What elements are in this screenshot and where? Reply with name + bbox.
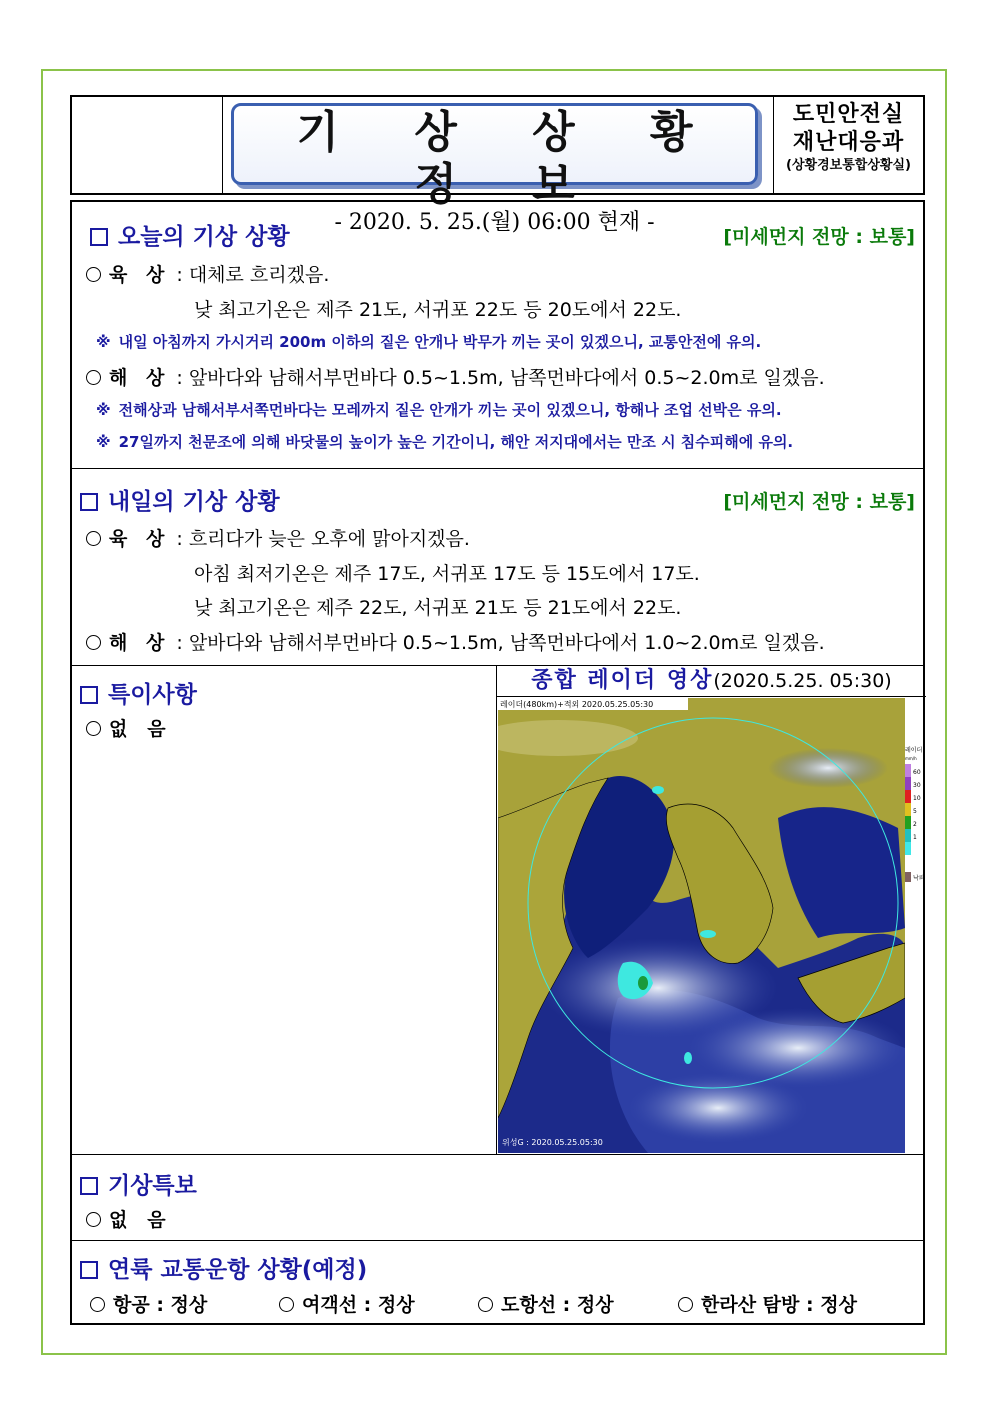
traffic-title: 연륙 교통운항 상황(예정): [80, 1251, 367, 1284]
special-title: 특이사항: [80, 676, 197, 709]
special-section: [72, 665, 923, 1154]
special-value: 없 음: [86, 714, 166, 741]
tomorrow-title: 내일의 기상 상황: [80, 483, 280, 516]
svg-text:mm/h: mm/h: [905, 756, 917, 761]
traffic-hallasan: 한라산 탐방 : 정상: [678, 1290, 857, 1317]
header: [70, 95, 925, 235]
today-title: 오늘의 기상 상황: [90, 218, 290, 251]
checkbox-icon: [80, 686, 98, 704]
circle-bullet-icon: [86, 721, 101, 736]
svg-text:레이더: 레이더: [905, 747, 923, 754]
circle-bullet-icon: [678, 1297, 693, 1312]
circle-bullet-icon: [86, 635, 101, 650]
svg-text:2: 2: [913, 821, 917, 828]
radar-legend: [905, 744, 926, 884]
svg-text:10: 10: [913, 795, 921, 802]
header-title-cell: [223, 97, 774, 235]
svg-text:5: 5: [913, 808, 917, 815]
today-note-sea-fog: ※ 전해상과 남해서부서쪽먼바다는 모레까지 짙은 안개가 끼는 곳이 있겠으니, 항해나 조업 선박은 유의.: [96, 401, 782, 419]
circle-bullet-icon: [86, 267, 101, 282]
checkbox-icon: [80, 1177, 98, 1195]
traffic-ferry: 여객선 : 정상: [279, 1290, 415, 1317]
warning-section: [72, 1154, 923, 1240]
warning-title: 기상특보: [80, 1167, 197, 1200]
traffic-air: 항공 : 정상: [90, 1290, 207, 1317]
org-cell: [774, 97, 923, 193]
svg-text:1: 1: [913, 834, 917, 841]
org-department: 도민안전실: [792, 102, 905, 127]
report-body: [70, 200, 925, 1325]
checkbox-icon: [80, 493, 98, 511]
radar-image: [498, 698, 905, 1153]
checkbox-icon: [80, 1261, 98, 1279]
traffic-island-ferry: 도항선 : 정상: [478, 1290, 614, 1317]
warning-value: 없 음: [86, 1205, 166, 1232]
circle-bullet-icon: [279, 1297, 294, 1312]
today-note-tide: ※ 27일까지 천문조에 의해 바닷물의 높이가 높은 기간이니, 해안 저지대에서는 만조 시 침수피해에 유의.: [96, 433, 794, 451]
tomorrow-land-high: 낮 최고기온은 제주 22도, 서귀포 21도 등 21도에서 22도.: [194, 597, 682, 619]
tomorrow-pm-forecast: [미세먼지 전망 : 보통]: [723, 491, 915, 513]
today-pm-forecast: [미세먼지 전망 : 보통]: [723, 226, 915, 248]
title-box: [231, 103, 758, 235]
circle-bullet-icon: [86, 1212, 101, 1227]
header-left-cell: [72, 97, 223, 193]
traffic-section: [72, 1240, 923, 1323]
circle-bullet-icon: [478, 1297, 493, 1312]
org-division: 재난대응과: [792, 130, 905, 155]
circle-bullet-icon: [86, 370, 101, 385]
radar-panel: [496, 666, 926, 1154]
tomorrow-section: [72, 468, 923, 665]
checkbox-icon: [90, 228, 108, 246]
tomorrow-sea-line: 해 상 : 앞바다와 남해서부먼바다 0.5~1.5m, 남쪽먼바다에서 1.0~2.0m로 일겠음.: [86, 628, 825, 655]
circle-bullet-icon: [90, 1297, 105, 1312]
tomorrow-land-low: 아침 최저기온은 제주 17도, 서귀포 17도 등 15도에서 17도.: [194, 563, 700, 585]
today-sea-line: 해 상 : 앞바다와 남해서부먼바다 0.5~1.5m, 남쪽먼바다에서 0.5~2.0m로 일겠음.: [86, 363, 825, 390]
svg-text:30: 30: [913, 782, 921, 789]
circle-bullet-icon: [86, 531, 101, 546]
radar-caption-bottom: 위성G : 2020.05.25.05:30: [502, 1138, 603, 1147]
radar-title: 종합 레이더 영상(2020.5.25. 05:30): [497, 666, 926, 697]
radar-caption-top: 레이더(480km)+적외 2020.05.25.05:30: [500, 700, 654, 709]
today-note-fog: ※ 내일 아침까지 가시거리 200m 이하의 짙은 안개나 박무가 끼는 곳이 있겠으니, 교통안전에 유의.: [96, 333, 762, 351]
svg-text:60: 60: [913, 769, 921, 776]
svg-text:낙뢰: 낙뢰: [913, 875, 925, 882]
page-subtitle: - 2020. 5. 25.(월) 06:00 현재 -: [334, 210, 655, 235]
today-land-temp: 낮 최고기온은 제주 21도, 서귀포 22도 등 20도에서 22도.: [194, 299, 682, 321]
org-office: (상황경보통합상황실): [786, 158, 911, 173]
today-section: [72, 202, 923, 468]
tomorrow-land-line: 육 상 : 흐리다가 늦은 오후에 맑아지겠음.: [86, 524, 470, 551]
today-land-line: 육 상 : 대체로 흐리겠음.: [86, 260, 329, 287]
page-title: 기 상 상 황 정 보: [296, 107, 723, 210]
